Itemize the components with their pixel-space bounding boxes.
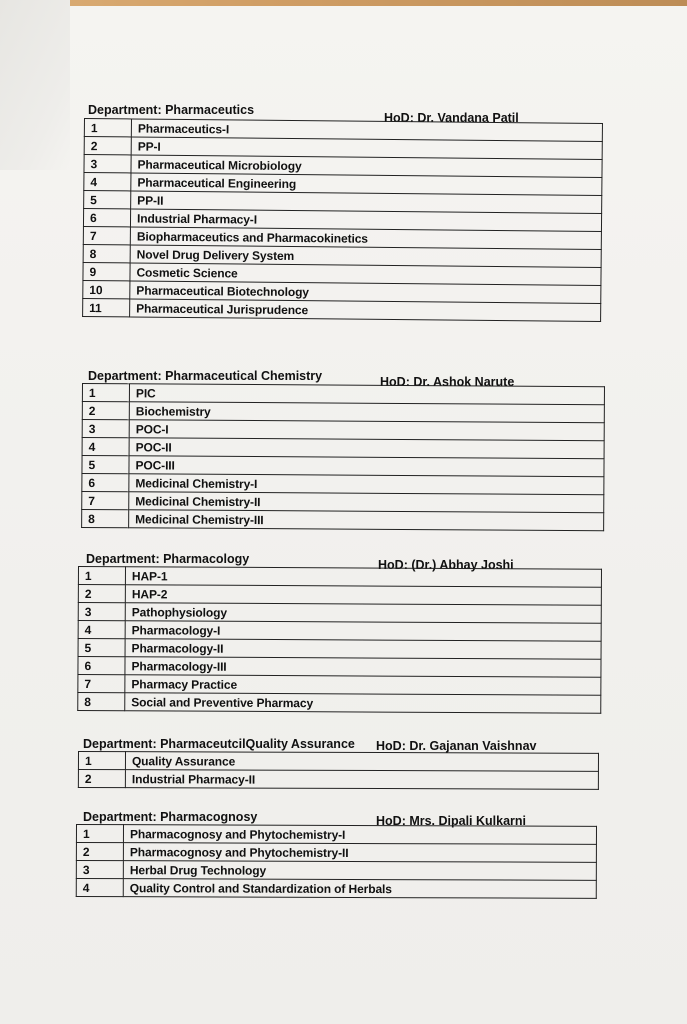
subject-name: Pharmaceutical Jurisprudence: [130, 299, 601, 322]
row-number: 11: [83, 298, 130, 316]
subject-name: Quality Assurance: [125, 752, 598, 772]
row-number: 4: [82, 438, 129, 456]
table-row: [82, 510, 604, 531]
row-number: 2: [82, 402, 129, 420]
row-number: 4: [84, 173, 131, 191]
subjects-table: [76, 824, 597, 899]
row-number: 2: [78, 585, 125, 603]
row-number: 5: [82, 456, 129, 474]
table-row: [78, 752, 598, 772]
row-number: 5: [84, 191, 131, 209]
department-section: [0, 735, 687, 787]
row-number: 3: [78, 603, 125, 621]
row-number: 1: [84, 119, 131, 137]
subject-name: Pathophysiology: [125, 603, 601, 623]
row-number: 8: [78, 693, 125, 711]
subject-name: POC-II: [129, 438, 604, 459]
department-section: [0, 366, 687, 527]
subject-name: Pharmaceutical Microbiology: [131, 155, 602, 178]
subject-name: Biopharmaceutics and Pharmacokinetics: [130, 227, 601, 250]
subject-name: Industrial Pharmacy-II: [125, 770, 598, 790]
paper-edge: [0, 0, 687, 6]
department-section: [0, 101, 687, 317]
row-number: 10: [83, 280, 130, 298]
row-number: 6: [82, 474, 129, 492]
table-row: [76, 843, 596, 863]
subjects-table: [81, 383, 605, 531]
row-number: 2: [78, 770, 125, 788]
department-name: Department: Pharmacognosy: [83, 810, 258, 824]
row-number: 8: [83, 244, 130, 262]
subject-name: Pharmacy Practice: [125, 675, 601, 695]
subject-name: Pharmacology-I: [125, 621, 601, 641]
subjects-table: [78, 751, 599, 790]
row-number: 8: [82, 510, 129, 528]
table-row: [76, 825, 596, 845]
department-hod: HoD: Dr. Vandana Patil: [384, 111, 519, 125]
table-row: [83, 298, 601, 321]
subject-name: Pharmaceutical Engineering: [131, 173, 602, 196]
row-number: 1: [78, 567, 125, 585]
subject-name: POC-III: [129, 456, 604, 477]
subject-name: Industrial Pharmacy-I: [130, 209, 601, 232]
subjects-table: [77, 566, 602, 714]
subject-name: Quality Control and Standardization of Herbals: [123, 879, 596, 899]
table-row: [78, 693, 601, 714]
table-row: [76, 861, 596, 881]
subject-name: Biochemistry: [129, 402, 604, 423]
row-number: 1: [76, 825, 123, 843]
subject-name: PP-I: [131, 137, 602, 160]
row-number: 6: [78, 657, 125, 675]
subject-name: Herbal Drug Technology: [123, 861, 596, 881]
subject-name: POC-I: [129, 420, 604, 441]
row-number: 6: [83, 209, 130, 227]
subject-name: Pharmacognosy and Phytochemistry-II: [123, 843, 596, 863]
department-hod: HoD: Mrs. Dipali Kulkarni: [376, 814, 527, 828]
row-number: 2: [84, 137, 131, 155]
department-header: [0, 101, 687, 125]
department-header: [0, 366, 687, 389]
subject-name: Medicinal Chemistry-II: [129, 492, 604, 513]
subject-name: PIC: [129, 384, 604, 405]
row-number: 3: [76, 861, 123, 879]
subject-name: Medicinal Chemistry-III: [129, 510, 604, 531]
department-hod: HoD: Dr. Ashok Narute: [380, 375, 515, 389]
row-number: 7: [78, 675, 125, 693]
row-number: 7: [83, 226, 130, 244]
row-number: 4: [78, 621, 125, 639]
row-number: 3: [82, 420, 129, 438]
subject-name: Pharmacognosy and Phytochemistry-I: [123, 825, 596, 845]
subject-name: Social and Preventive Pharmacy: [125, 693, 601, 713]
subject-name: Medicinal Chemistry-I: [129, 474, 604, 495]
subject-name: Novel Drug Delivery System: [130, 245, 601, 268]
subject-name: HAP-2: [125, 585, 601, 605]
subjects-table: [82, 118, 603, 322]
subject-name: PP-II: [131, 191, 602, 214]
row-number: 2: [76, 843, 123, 861]
department-name: Department: PharmaceutcilQuality Assurance: [83, 737, 355, 751]
row-number: 4: [76, 879, 123, 897]
subject-name: HAP-1: [125, 567, 601, 587]
table-row: [78, 770, 598, 790]
department-name: Department: Pharmacology: [86, 552, 250, 566]
subject-name: Pharmaceutics-I: [131, 119, 602, 142]
department-name: Department: Pharmaceutical Chemistry: [88, 369, 323, 383]
subject-name: Pharmacology-III: [125, 657, 601, 677]
subject-name: Cosmetic Science: [130, 263, 601, 286]
page-fold: [0, 0, 70, 170]
row-number: 7: [82, 492, 129, 510]
department-name: Department: Pharmaceutics: [88, 103, 255, 117]
department-hod: HoD: Dr. Gajanan Vaishnav: [376, 739, 537, 753]
department-section: [0, 808, 687, 896]
subject-name: Pharmaceutical Biotechnology: [130, 281, 601, 304]
row-number: 9: [83, 262, 130, 280]
row-number: 3: [84, 155, 131, 173]
row-number: 1: [78, 752, 125, 770]
table-row: [76, 879, 596, 899]
row-number: 5: [78, 639, 125, 657]
row-number: 1: [82, 384, 129, 402]
department-hod: HoD: (Dr.) Abhay Joshi: [378, 558, 514, 572]
department-section: [0, 550, 687, 710]
subject-name: Pharmacology-II: [125, 639, 601, 659]
